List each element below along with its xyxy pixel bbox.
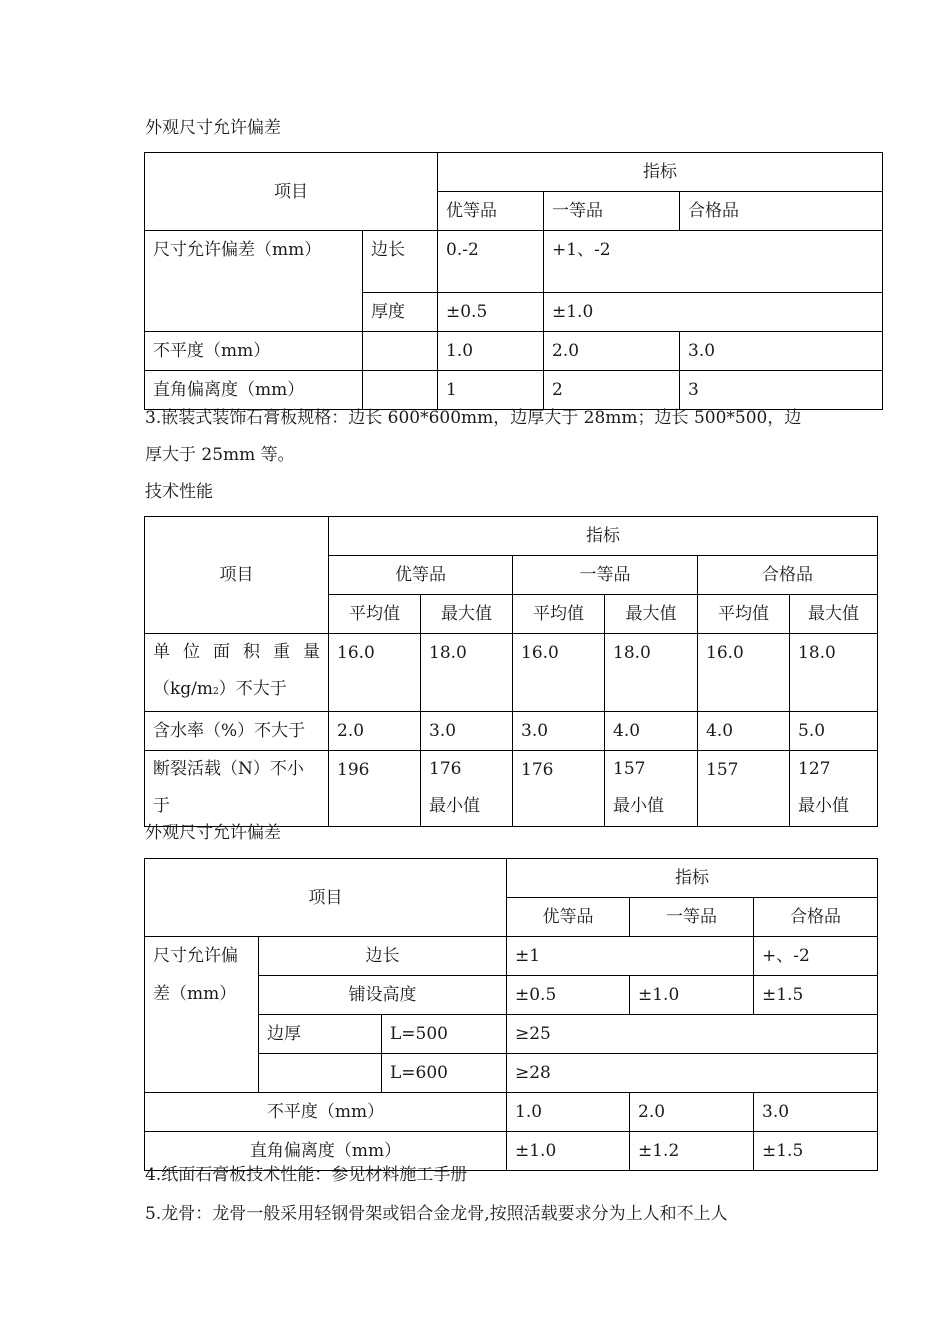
- weight-value: 16.0: [513, 634, 605, 712]
- grade-premium: 优等品: [507, 898, 630, 937]
- sub-header-avg: 平均值: [329, 595, 421, 634]
- l600-label: L=600: [382, 1054, 507, 1093]
- weight-value: 16.0: [698, 634, 790, 712]
- weight-value: 18.0: [421, 634, 513, 712]
- grade-premium: 优等品: [438, 192, 544, 231]
- size-tolerance-label-line1: 尺寸允许偏: [153, 946, 238, 966]
- load-value: 176: [429, 759, 462, 779]
- laying-height-label: 铺设高度: [259, 976, 507, 1015]
- load-value: 176: [513, 751, 605, 827]
- squareness-qualified: 3: [680, 371, 883, 410]
- l600-value: ≥28: [507, 1054, 878, 1093]
- min-value-note: 最小值: [613, 796, 664, 816]
- moisture-value: 4.0: [698, 712, 790, 751]
- unit-subscript: 2: [213, 687, 219, 697]
- flatness-premium: 1.0: [438, 332, 544, 371]
- item-header: 项目: [145, 153, 438, 231]
- flatness-label: 不平度（mm）: [145, 1093, 507, 1132]
- thickness-other: ±1.0: [544, 293, 883, 332]
- l500-label: L=500: [382, 1015, 507, 1054]
- grade-first: 一等品: [630, 898, 754, 937]
- edge-length-other: +1、-2: [544, 231, 883, 293]
- edge-length-premium: 0.-2: [438, 231, 544, 293]
- index-header: 指标: [329, 517, 878, 556]
- empty-cell: [363, 371, 438, 410]
- empty-cell: [363, 332, 438, 371]
- load-value-cell: [421, 751, 513, 827]
- weight-value: 18.0: [605, 634, 698, 712]
- unit-text: （kg/m: [153, 679, 214, 699]
- index-header: 指标: [438, 153, 883, 192]
- flatness-first: 2.0: [630, 1093, 754, 1132]
- dimension-tolerance-table-2: [144, 858, 878, 1171]
- grade-premium: 优等品: [329, 556, 513, 595]
- squareness-premium: 1: [438, 371, 544, 410]
- load-value: 157: [613, 759, 646, 779]
- l500-value: ≥25: [507, 1015, 878, 1054]
- edge-length-label: 边长: [259, 937, 507, 976]
- index-header: 指标: [507, 859, 878, 898]
- thickness-label: 厚度: [363, 293, 438, 332]
- breaking-load-label: [145, 751, 329, 827]
- grade-first: 一等品: [544, 192, 680, 231]
- laying-height-first: ±1.0: [630, 976, 754, 1015]
- size-tolerance-label-line2: 差（mm）: [153, 984, 237, 1004]
- squareness-label: 直角偏离度（mm）: [145, 371, 363, 410]
- load-value-cell: [790, 751, 878, 827]
- grade-qualified: 合格品: [698, 556, 878, 595]
- grade-qualified: 合格品: [680, 192, 883, 231]
- load-value: 196: [329, 751, 421, 827]
- dimension-tolerance-table-1: [144, 152, 883, 410]
- moisture-value: 3.0: [421, 712, 513, 751]
- section-heading-appearance-2: 外观尺寸允许偏差: [145, 823, 281, 843]
- sub-header-avg: 平均值: [698, 595, 790, 634]
- squareness-first: ±1.2: [630, 1132, 754, 1171]
- size-tolerance-label: 尺寸允许偏差（mm）: [145, 231, 363, 332]
- edge-length-qualified: +、-2: [754, 937, 878, 976]
- flatness-qualified: 3.0: [680, 332, 883, 371]
- thickness-premium: ±0.5: [438, 293, 544, 332]
- sub-header-max: 最大值: [605, 595, 698, 634]
- item-header: 项目: [145, 859, 507, 937]
- moisture-value: 3.0: [513, 712, 605, 751]
- empty-cell: [259, 1054, 382, 1093]
- moisture-value: 5.0: [790, 712, 878, 751]
- sub-header-max: 最大值: [421, 595, 513, 634]
- paragraph-keel: 5.龙骨：龙骨一般采用轻钢骨架或铝合金龙骨,按照活载要求分为上人和不上人: [145, 1204, 728, 1224]
- edge-thickness-label: 边厚: [259, 1015, 382, 1054]
- unit-weight-label: [145, 634, 329, 712]
- min-value-note: 最小值: [798, 796, 849, 816]
- squareness-premium: ±1.0: [507, 1132, 630, 1171]
- unit-weight-label-line2: [153, 679, 287, 699]
- unit-weight-label-line1: 单位面积重量: [153, 642, 320, 662]
- sub-header-avg: 平均值: [513, 595, 605, 634]
- squareness-label: 直角偏离度（mm）: [145, 1132, 507, 1171]
- unit-suffix: ）不大于: [218, 679, 287, 699]
- size-tolerance-label: [145, 937, 259, 1093]
- min-value-note: 最小值: [429, 796, 480, 816]
- flatness-first: 2.0: [544, 332, 680, 371]
- technical-performance-table: [144, 516, 878, 827]
- load-value: 157: [698, 751, 790, 827]
- breaking-load-label-line2: 于: [153, 796, 170, 816]
- item-header: 项目: [145, 517, 329, 634]
- squareness-first: 2: [544, 371, 680, 410]
- squareness-qualified: ±1.5: [754, 1132, 878, 1171]
- flatness-label: 不平度（mm）: [145, 332, 363, 371]
- moisture-label: 含水率（%）不大于: [145, 712, 329, 751]
- edge-length-premium-first: ±1: [507, 937, 754, 976]
- section-heading-performance: 技术性能: [145, 482, 213, 502]
- grade-first: 一等品: [513, 556, 698, 595]
- load-value-cell: [605, 751, 698, 827]
- edge-length-label: 边长: [363, 231, 438, 293]
- sub-header-max: 最大值: [790, 595, 878, 634]
- flatness-premium: 1.0: [507, 1093, 630, 1132]
- moisture-value: 4.0: [605, 712, 698, 751]
- load-value: 127: [798, 759, 831, 779]
- moisture-value: 2.0: [329, 712, 421, 751]
- grade-qualified: 合格品: [754, 898, 878, 937]
- section-heading-appearance-1: 外观尺寸允许偏差: [145, 118, 281, 138]
- paragraph-spec-line-2: 厚大于 25mm 等。: [145, 445, 295, 465]
- weight-value: 18.0: [790, 634, 878, 712]
- flatness-qualified: 3.0: [754, 1093, 878, 1132]
- laying-height-premium: ±0.5: [507, 976, 630, 1015]
- paragraph-spec-line-1: 3.嵌装式装饰石膏板规格：边长 600*600mm，边厚大于 28mm；边长 500*500，边: [145, 408, 802, 428]
- laying-height-qualified: ±1.5: [754, 976, 878, 1015]
- weight-value: 16.0: [329, 634, 421, 712]
- breaking-load-label-line1: 断裂活载（N）不小: [153, 759, 304, 779]
- paragraph-gypsum-board: 4.纸面石膏板技术性能：参见材料施工手册: [145, 1165, 468, 1185]
